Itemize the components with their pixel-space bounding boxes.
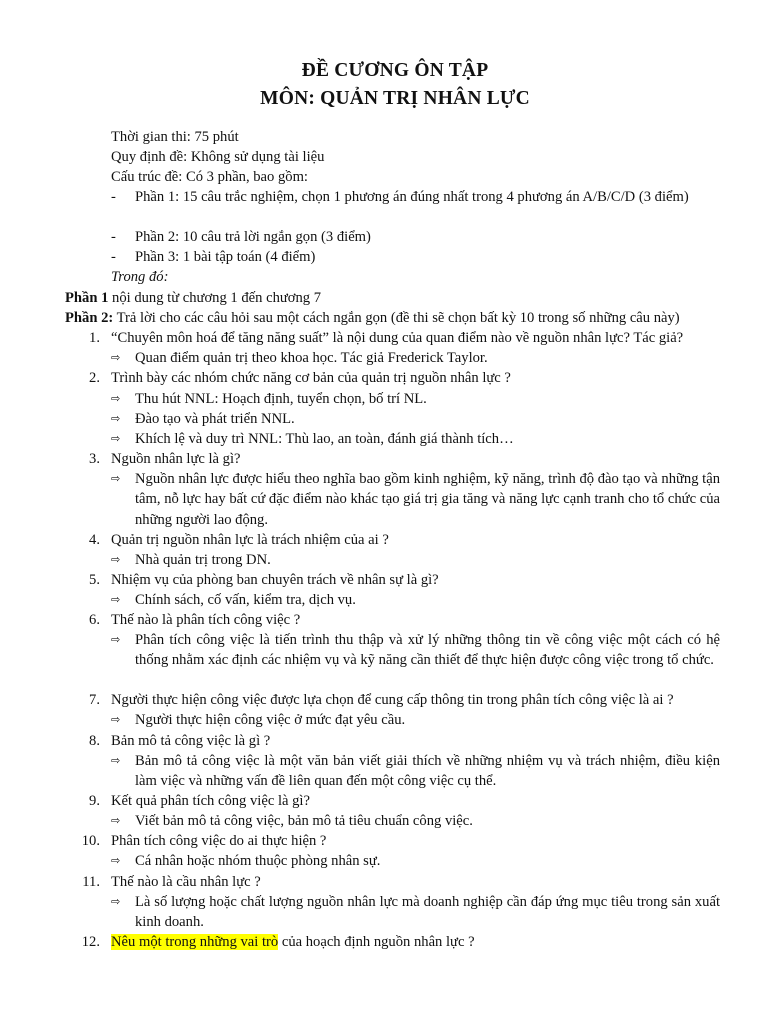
right-arrow-outline-icon: ⇨ bbox=[111, 754, 121, 767]
question-text: Nguồn nhân lực là gì? bbox=[111, 451, 241, 467]
section-1-label: Phần 1 bbox=[65, 290, 109, 306]
answer-text: Đào tạo và phát triển NNL. bbox=[135, 411, 295, 427]
question-number: 4. bbox=[89, 532, 100, 548]
therein-label: Trong đó: bbox=[111, 269, 169, 285]
answer-text: Người thực hiện công việc ở mức đạt yêu cầu. bbox=[135, 712, 406, 728]
answer-text: Quan điểm quản trị theo khoa học. Tác giả Frederick Taylor. bbox=[135, 350, 488, 366]
answer-text: Cá nhân hoặc nhóm thuộc phòng nhân sự. bbox=[135, 853, 381, 869]
question-text: Người thực hiện công việc được lựa chọn để cung cấp thông tin trong phân tích công việc là ai ? bbox=[111, 692, 674, 708]
question-number: 12. bbox=[81, 934, 100, 950]
question-text: Quản trị nguồn nhân lực là trách nhiệm của ai ? bbox=[111, 532, 389, 548]
question-text: Bản mô tả công việc là gì ? bbox=[111, 733, 271, 749]
dash-bullet: - bbox=[111, 189, 116, 205]
right-arrow-outline-icon: ⇨ bbox=[111, 814, 121, 827]
question-text: “Chuyên môn hoá để tăng năng suất” là nội dung của quan điểm nào về nguồn nhân lực? Tác giả? bbox=[111, 330, 684, 346]
exam-structure: Cấu trúc đề: Có 3 phần, bao gồm: bbox=[111, 169, 308, 185]
right-arrow-outline-icon: ⇨ bbox=[111, 392, 121, 405]
section-2-heading bbox=[65, 308, 680, 328]
exam-rule: Quy định đề: Không sử dụng tài liệu bbox=[111, 149, 325, 165]
answer-text: Là số lượng hoặc chất lượng nguồn nhân lực mà doanh nghiệp cần đáp ứng mục tiêu trong sản xuất kinh doanh. bbox=[135, 894, 720, 931]
answer-text: Bản mô tả công việc là một văn bản viết giải thích về những nhiệm vụ và trách nhiệm, điều kiện làm việc và những vấn đề liên quan đến một công việc cụ thể. bbox=[135, 753, 720, 790]
right-arrow-outline-icon: ⇨ bbox=[111, 472, 121, 485]
exam-time: Thời gian thi: 75 phút bbox=[111, 129, 239, 145]
answer-text: Nhà quản trị trong DN. bbox=[135, 552, 271, 568]
question-text: Thế nào là phân tích công việc ? bbox=[111, 612, 301, 628]
answer-text: Khích lệ và duy trì NNL: Thù lao, an toàn, đánh giá thành tích… bbox=[135, 431, 514, 447]
answer-text: Chính sách, cố vấn, kiểm tra, dịch vụ. bbox=[135, 592, 356, 608]
question-text bbox=[111, 932, 475, 952]
question-number: 6. bbox=[89, 612, 100, 628]
right-arrow-outline-icon: ⇨ bbox=[111, 633, 121, 646]
document-title: ĐỀ CƯƠNG ÔN TẬP bbox=[301, 60, 489, 81]
question-text: Thế nào là cầu nhân lực ? bbox=[111, 874, 261, 890]
subject-title: MÔN: QUẢN TRỊ NHÂN LỰC bbox=[260, 88, 530, 109]
question-text: Phân tích công việc do ai thực hiện ? bbox=[111, 833, 327, 849]
dash-bullet: - bbox=[111, 249, 116, 265]
right-arrow-outline-icon: ⇨ bbox=[111, 854, 121, 867]
question-number: 7. bbox=[89, 692, 100, 708]
question-number: 11. bbox=[82, 874, 100, 890]
right-arrow-outline-icon: ⇨ bbox=[111, 351, 121, 364]
right-arrow-outline-icon: ⇨ bbox=[111, 895, 121, 908]
right-arrow-outline-icon: ⇨ bbox=[111, 553, 121, 566]
right-arrow-outline-icon: ⇨ bbox=[111, 412, 121, 425]
question-number: 9. bbox=[89, 793, 100, 809]
section-1-heading bbox=[65, 288, 321, 308]
right-arrow-outline-icon: ⇨ bbox=[111, 593, 121, 606]
part-description: Phần 1: 15 câu trắc nghiệm, chọn 1 phương án đúng nhất trong 4 phương án A/B/C/D (3 điểm) bbox=[135, 189, 689, 205]
question-text: Nhiệm vụ của phòng ban chuyên trách về nhân sự là gì? bbox=[111, 572, 439, 588]
part-description: Phần 3: 1 bài tập toán (4 điểm) bbox=[135, 249, 316, 265]
question-number: 3. bbox=[89, 451, 100, 467]
right-arrow-outline-icon: ⇨ bbox=[111, 713, 121, 726]
highlighted-text: Nêu một trong những vai trò bbox=[111, 934, 279, 950]
question-text: Kết quả phân tích công việc là gì? bbox=[111, 793, 310, 809]
right-arrow-outline-icon: ⇨ bbox=[111, 432, 121, 445]
question-text-rest: của hoạch định nguồn nhân lực ? bbox=[278, 934, 475, 950]
section-1-text: nội dung từ chương 1 đến chương 7 bbox=[108, 290, 322, 306]
answer-text: Viết bản mô tả công việc, bản mô tả tiêu chuẩn công việc. bbox=[135, 813, 473, 829]
part-description: Phần 2: 10 câu trả lời ngắn gọn (3 điểm) bbox=[135, 229, 371, 245]
question-text: Trình bày các nhóm chức năng cơ bản của quản trị nguồn nhân lực ? bbox=[111, 370, 511, 386]
answer-text: Thu hút NNL: Hoạch định, tuyển chọn, bố trí NL. bbox=[135, 391, 427, 407]
question-number: 10. bbox=[81, 833, 100, 849]
section-2-label: Phần 2: bbox=[65, 310, 114, 326]
answer-text: Phân tích công việc là tiến trình thu thập và xử lý những thông tin về công việc một cách có hệ thống nhằm xác định các nhiệm vụ và kỹ năng cần thiết để thực hiện được công việc trong tổ chức. bbox=[135, 632, 720, 669]
answer-text: Nguồn nhân lực được hiểu theo nghĩa bao gồm kinh nghiệm, kỹ năng, trình độ đào tạo và những tận tâm, nỗ lực hay bất cứ đặc điểm nào khác tạo giá trị gia tăng và năng lực cạnh tranh cho tổ chức của những người lao động. bbox=[135, 471, 720, 528]
dash-bullet: - bbox=[111, 229, 116, 245]
section-2-text: Trả lời cho các câu hỏi sau một cách ngắn gọn (đề thi sẽ chọn bất kỳ 10 trong số những câu này) bbox=[113, 310, 680, 326]
question-number: 2. bbox=[89, 370, 100, 386]
question-number: 8. bbox=[89, 733, 100, 749]
question-number: 1. bbox=[89, 330, 100, 346]
question-number: 5. bbox=[89, 572, 100, 588]
